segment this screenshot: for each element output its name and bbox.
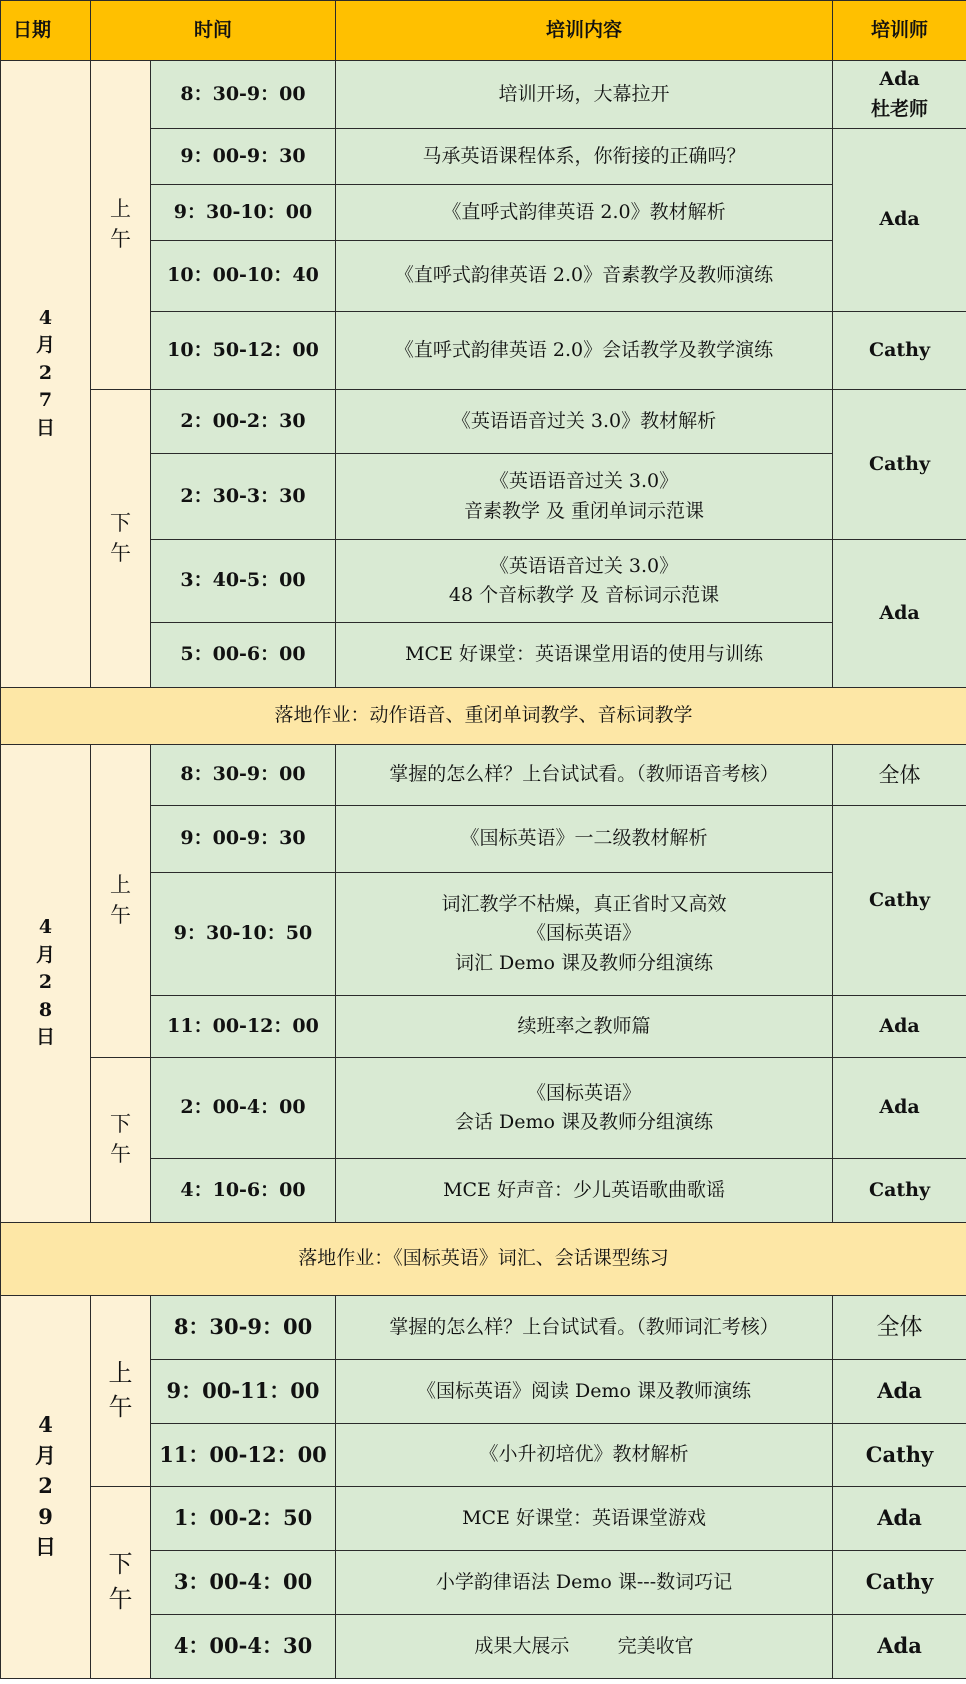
session-content: 《英语语音过关 3.0》 48 个音标教学 及 音标词示范课	[336, 540, 833, 623]
session-time: 9：00-9：30	[151, 806, 336, 873]
session-content: 马承英语课程体系，你衔接的正确吗？	[336, 129, 833, 185]
session-time: 4：10-6：00	[151, 1159, 336, 1223]
session-content: 续班率之教师篇	[336, 996, 833, 1058]
period-morning: 上午	[91, 1296, 151, 1487]
session-content: 《直呼式韵律英语 2.0》会话教学及教学演练	[336, 312, 833, 390]
date-cell-day2: 4月28日	[1, 745, 91, 1223]
period-afternoon: 下午	[91, 1487, 151, 1679]
session-trainer: Cathy	[833, 390, 966, 540]
session-time: 2：30-3：30	[151, 454, 336, 540]
session-time: 9：00-11：00	[151, 1360, 336, 1424]
session-trainer: Cathy	[833, 806, 966, 996]
homework-row	[1, 688, 966, 745]
session-content: 《直呼式韵律英语 2.0》教材解析	[336, 185, 833, 241]
session-trainer: Ada	[833, 129, 966, 312]
period-afternoon: 下午	[91, 390, 151, 688]
session-trainer: Ada	[833, 540, 966, 688]
session-time: 9：30-10：00	[151, 185, 336, 241]
table-row	[1, 1296, 966, 1360]
header-date: 日期	[1, 1, 91, 61]
session-content: 词汇教学不枯燥，真正省时又高效 《国标英语》 词汇 Demo 课及教师分组演练	[336, 873, 833, 996]
session-trainer: Ada	[833, 996, 966, 1058]
session-trainer: Ada	[833, 1058, 966, 1159]
session-trainer: Ada 杜老师	[833, 61, 966, 129]
table-row	[1, 1058, 966, 1159]
session-time: 1：00-2：50	[151, 1487, 336, 1551]
table-row	[1, 745, 966, 806]
session-content: 《英语语音过关 3.0》 音素教学 及 重闭单词示范课	[336, 454, 833, 540]
header-content: 培训内容	[336, 1, 833, 61]
session-content: 《国标英语》阅读 Demo 课及教师演练	[336, 1360, 833, 1424]
header-trainer: 培训师	[833, 1, 966, 61]
session-time: 10：50-12：00	[151, 312, 336, 390]
session-time: 4：00-4：30	[151, 1615, 336, 1679]
session-time: 9：00-9：30	[151, 129, 336, 185]
table-row	[1, 61, 966, 129]
session-trainer: 全体	[833, 745, 966, 806]
session-content: 掌握的怎么样？上台试试看。（教师词汇考核）	[336, 1296, 833, 1360]
homework-row	[1, 1223, 966, 1296]
date-cell-day3: 4月29日	[1, 1296, 91, 1679]
table-row	[1, 1487, 966, 1551]
session-content: MCE 好声音：少儿英语歌曲歌谣	[336, 1159, 833, 1223]
session-trainer: Ada	[833, 1487, 966, 1551]
session-time: 3：40-5：00	[151, 540, 336, 623]
period-afternoon: 下午	[91, 1058, 151, 1223]
session-time: 3：00-4：00	[151, 1551, 336, 1615]
session-time: 8：30-9：00	[151, 1296, 336, 1360]
session-time: 2：00-2：30	[151, 390, 336, 454]
session-trainer: Cathy	[833, 1424, 966, 1487]
period-morning: 上午	[91, 61, 151, 390]
session-time: 2：00-4：00	[151, 1058, 336, 1159]
session-content: 成果大展示 完美收官	[336, 1615, 833, 1679]
session-content: 小学韵律语法 Demo 课---数词巧记	[336, 1551, 833, 1615]
session-time: 8：30-9：00	[151, 745, 336, 806]
header-time: 时间	[91, 1, 336, 61]
session-content: 《国标英语》 会话 Demo 课及教师分组演练	[336, 1058, 833, 1159]
session-time: 5：00-6：00	[151, 623, 336, 688]
session-trainer: Ada	[833, 1360, 966, 1424]
period-morning: 上午	[91, 745, 151, 1058]
session-time: 10：00-10：40	[151, 241, 336, 312]
homework-day2: 落地作业：《国标英语》词汇、会话课型练习	[1, 1223, 966, 1296]
session-trainer: Cathy	[833, 1551, 966, 1615]
session-content: MCE 好课堂：英语课堂游戏	[336, 1487, 833, 1551]
session-time: 9：30-10：50	[151, 873, 336, 996]
table-row	[1, 390, 966, 454]
session-content: 《英语语音过关 3.0》教材解析	[336, 390, 833, 454]
session-time: 8：30-9：00	[151, 61, 336, 129]
session-trainer: 全体	[833, 1296, 966, 1360]
session-trainer: Ada	[833, 1615, 966, 1679]
homework-day1: 落地作业：动作语音、重闭单词教学、音标词教学	[1, 688, 966, 745]
session-trainer: Cathy	[833, 1159, 966, 1223]
session-content: 《国标英语》一二级教材解析	[336, 806, 833, 873]
session-time: 11：00-12：00	[151, 996, 336, 1058]
session-content: 掌握的怎么样？上台试试看。（教师语音考核）	[336, 745, 833, 806]
session-content: 《直呼式韵律英语 2.0》音素教学及教师演练	[336, 241, 833, 312]
session-content: 《小升初培优》教材解析	[336, 1424, 833, 1487]
session-trainer: Cathy	[833, 312, 966, 390]
date-cell-day1: 4月27日	[1, 61, 91, 688]
session-content: 培训开场，大幕拉开	[336, 61, 833, 129]
session-content: MCE 好课堂：英语课堂用语的使用与训练	[336, 623, 833, 688]
session-time: 11：00-12：00	[151, 1424, 336, 1487]
header-row	[1, 1, 966, 61]
